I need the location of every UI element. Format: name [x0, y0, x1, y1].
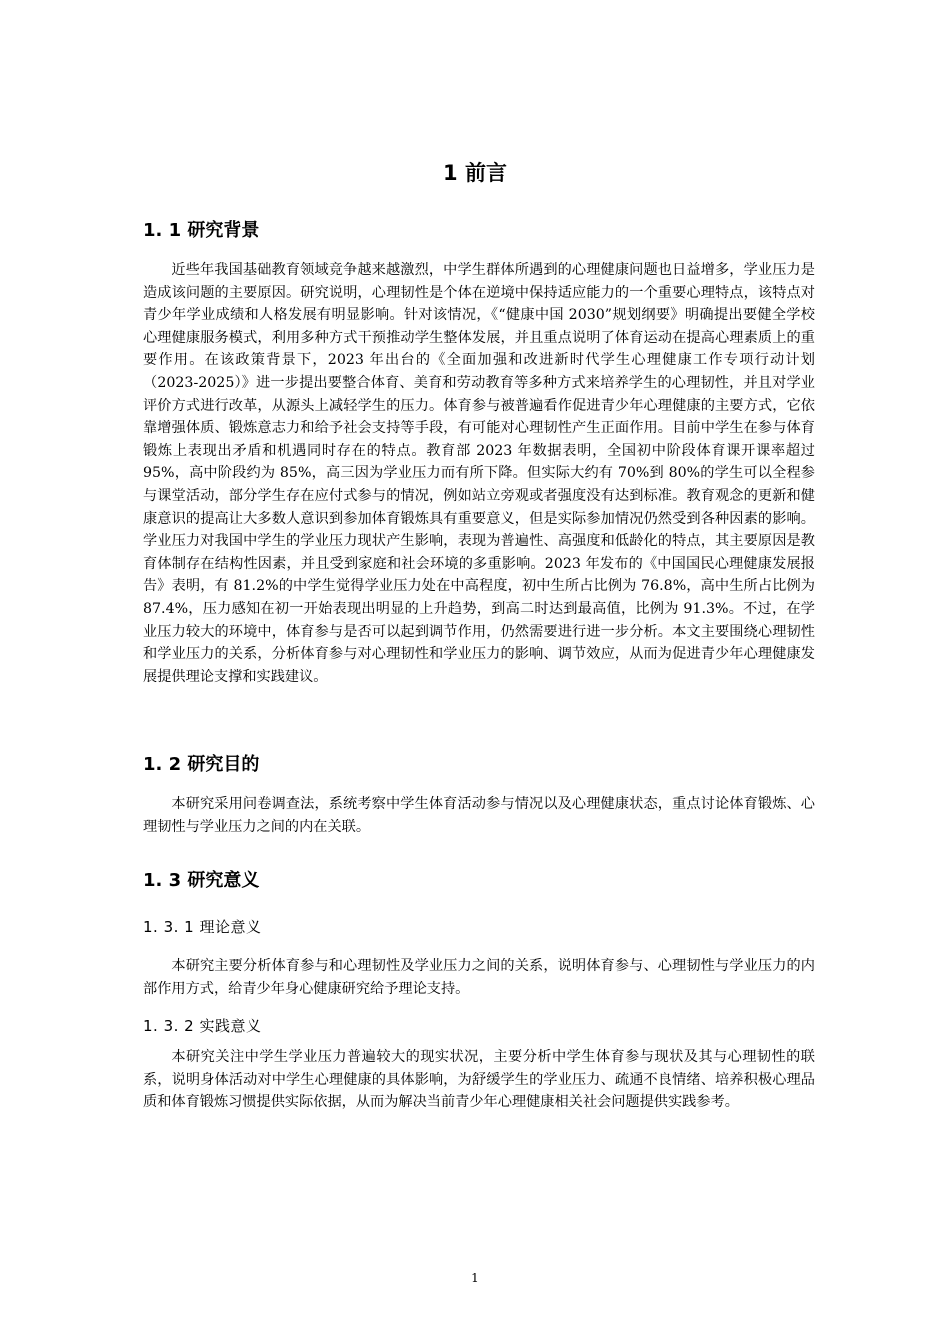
page-number: 1 [471, 1271, 479, 1285]
practice-paragraph: 本研究关注中学生学业压力普遍较大的现实状况，主要分析中学生体育参与现状及其与心理韧性的联系，说明身体活动对中学生心理健康的具体影响，为舒缓学生的学业压力、疏通不良情绪、培养积极心理品质和体育锻炼习惯提供实际依据，从而为解决当前青少年心理健康相关社会问题提供实践参考。 [143, 1049, 815, 1111]
chapter-title: 1 前言 [443, 161, 507, 185]
subsection-heading-theory: 1. 3. 1 理论意义 [143, 918, 262, 936]
section-heading-background: 1. 1 研究背景 [143, 220, 260, 241]
section-heading-significance: 1. 3 研究意义 [143, 870, 260, 891]
background-paragraph: 近些年我国基础教育领域竞争越来越激烈，中学生群体所遇到的心理健康问题也日益增多，学业压力是造成该问题的主要原因。研究说明，心理韧性是个体在逆境中保持适应能力的一个重要心理特点，该特点对青少年学业成绩和人格发展有明显影响。针对该情况，《“健康中国 2030”规划纲要》明确提出要健全学校心理健康服务模式，利用多种方式干预推动学生整体发展，并且重点说明了体育运动在提高心理素质上的重要作用。在该政策背景下，2023 年出台的《全面加强和改进新时代学生心理健康工作专项行动计划（2023-2025）》进一步提出要整合体育、美育和劳动教育等多种方式来培养学生的心理韧性，并且对学业评价方式进行改革，从源头上减轻学生的压力。体育参与被普遍看作促进青少年心理健康的主要方式，它依靠增强体质、锻炼意志力和给予社会支持等手段，有可能对心理韧性产生正面作用。目前中学生在参与体育锻炼上表现出矛盾和机遇同时存在的特点。教育部 2023 年数据表明，全国初中阶段体育课开课率超过 95%，高中阶段约为 85%，高三因为学业压力而有所下降。但实际大约有 70%到 80%的学生可以全程参与课堂活动，部分学生存在应付式参与的情况，例如站立旁观或者强度没有达到标准。教育观念的更新和健康意识的提高让大多数人意识到参加体育锻炼具有重要意义，但是实际参加情况仍然受到各种因素的影响。学业压力对我国中学生的学业压力现状产生影响，表现为普遍性、高强度和低龄化的特点，其主要原因是教育体制存在结构性因素，并且受到家庭和社会环境的多重影响。2023 年发布的《中国国民心理健康发展报告》表明，有 81.2%的中学生觉得学业压力处在中高程度，初中生所占比例为 76.8%，高中生所占比例为 87.4%，压力感知在初一开始表现出明显的上升趋势，到高二时达到最高值，比例为 91.3%。不过，在学业压力较大的环境中，体育参与是否可以起到调节作用，仍然需要进行进一步分析。本文主要围绕心理韧性和学业压力的关系，分析体育参与对心理韧性和学业压力的影响、调节效应，从而为促进青少年心理健康发展提供理论支撑和实践建议。 [143, 262, 815, 685]
section-heading-purpose: 1. 2 研究目的 [143, 754, 260, 775]
subsection-heading-practice: 1. 3. 2 实践意义 [143, 1017, 262, 1035]
theory-paragraph: 本研究主要分析体育参与和心理韧性及学业压力之间的关系，说明体育参与、心理韧性与学业压力的内部作用方式，给青少年身心健康研究给予理论支持。 [143, 958, 815, 997]
purpose-paragraph: 本研究采用问卷调查法，系统考察中学生体育活动参与情况以及心理健康状态，重点讨论体育锻炼、心理韧性与学业压力之间的内在关联。 [143, 796, 815, 835]
